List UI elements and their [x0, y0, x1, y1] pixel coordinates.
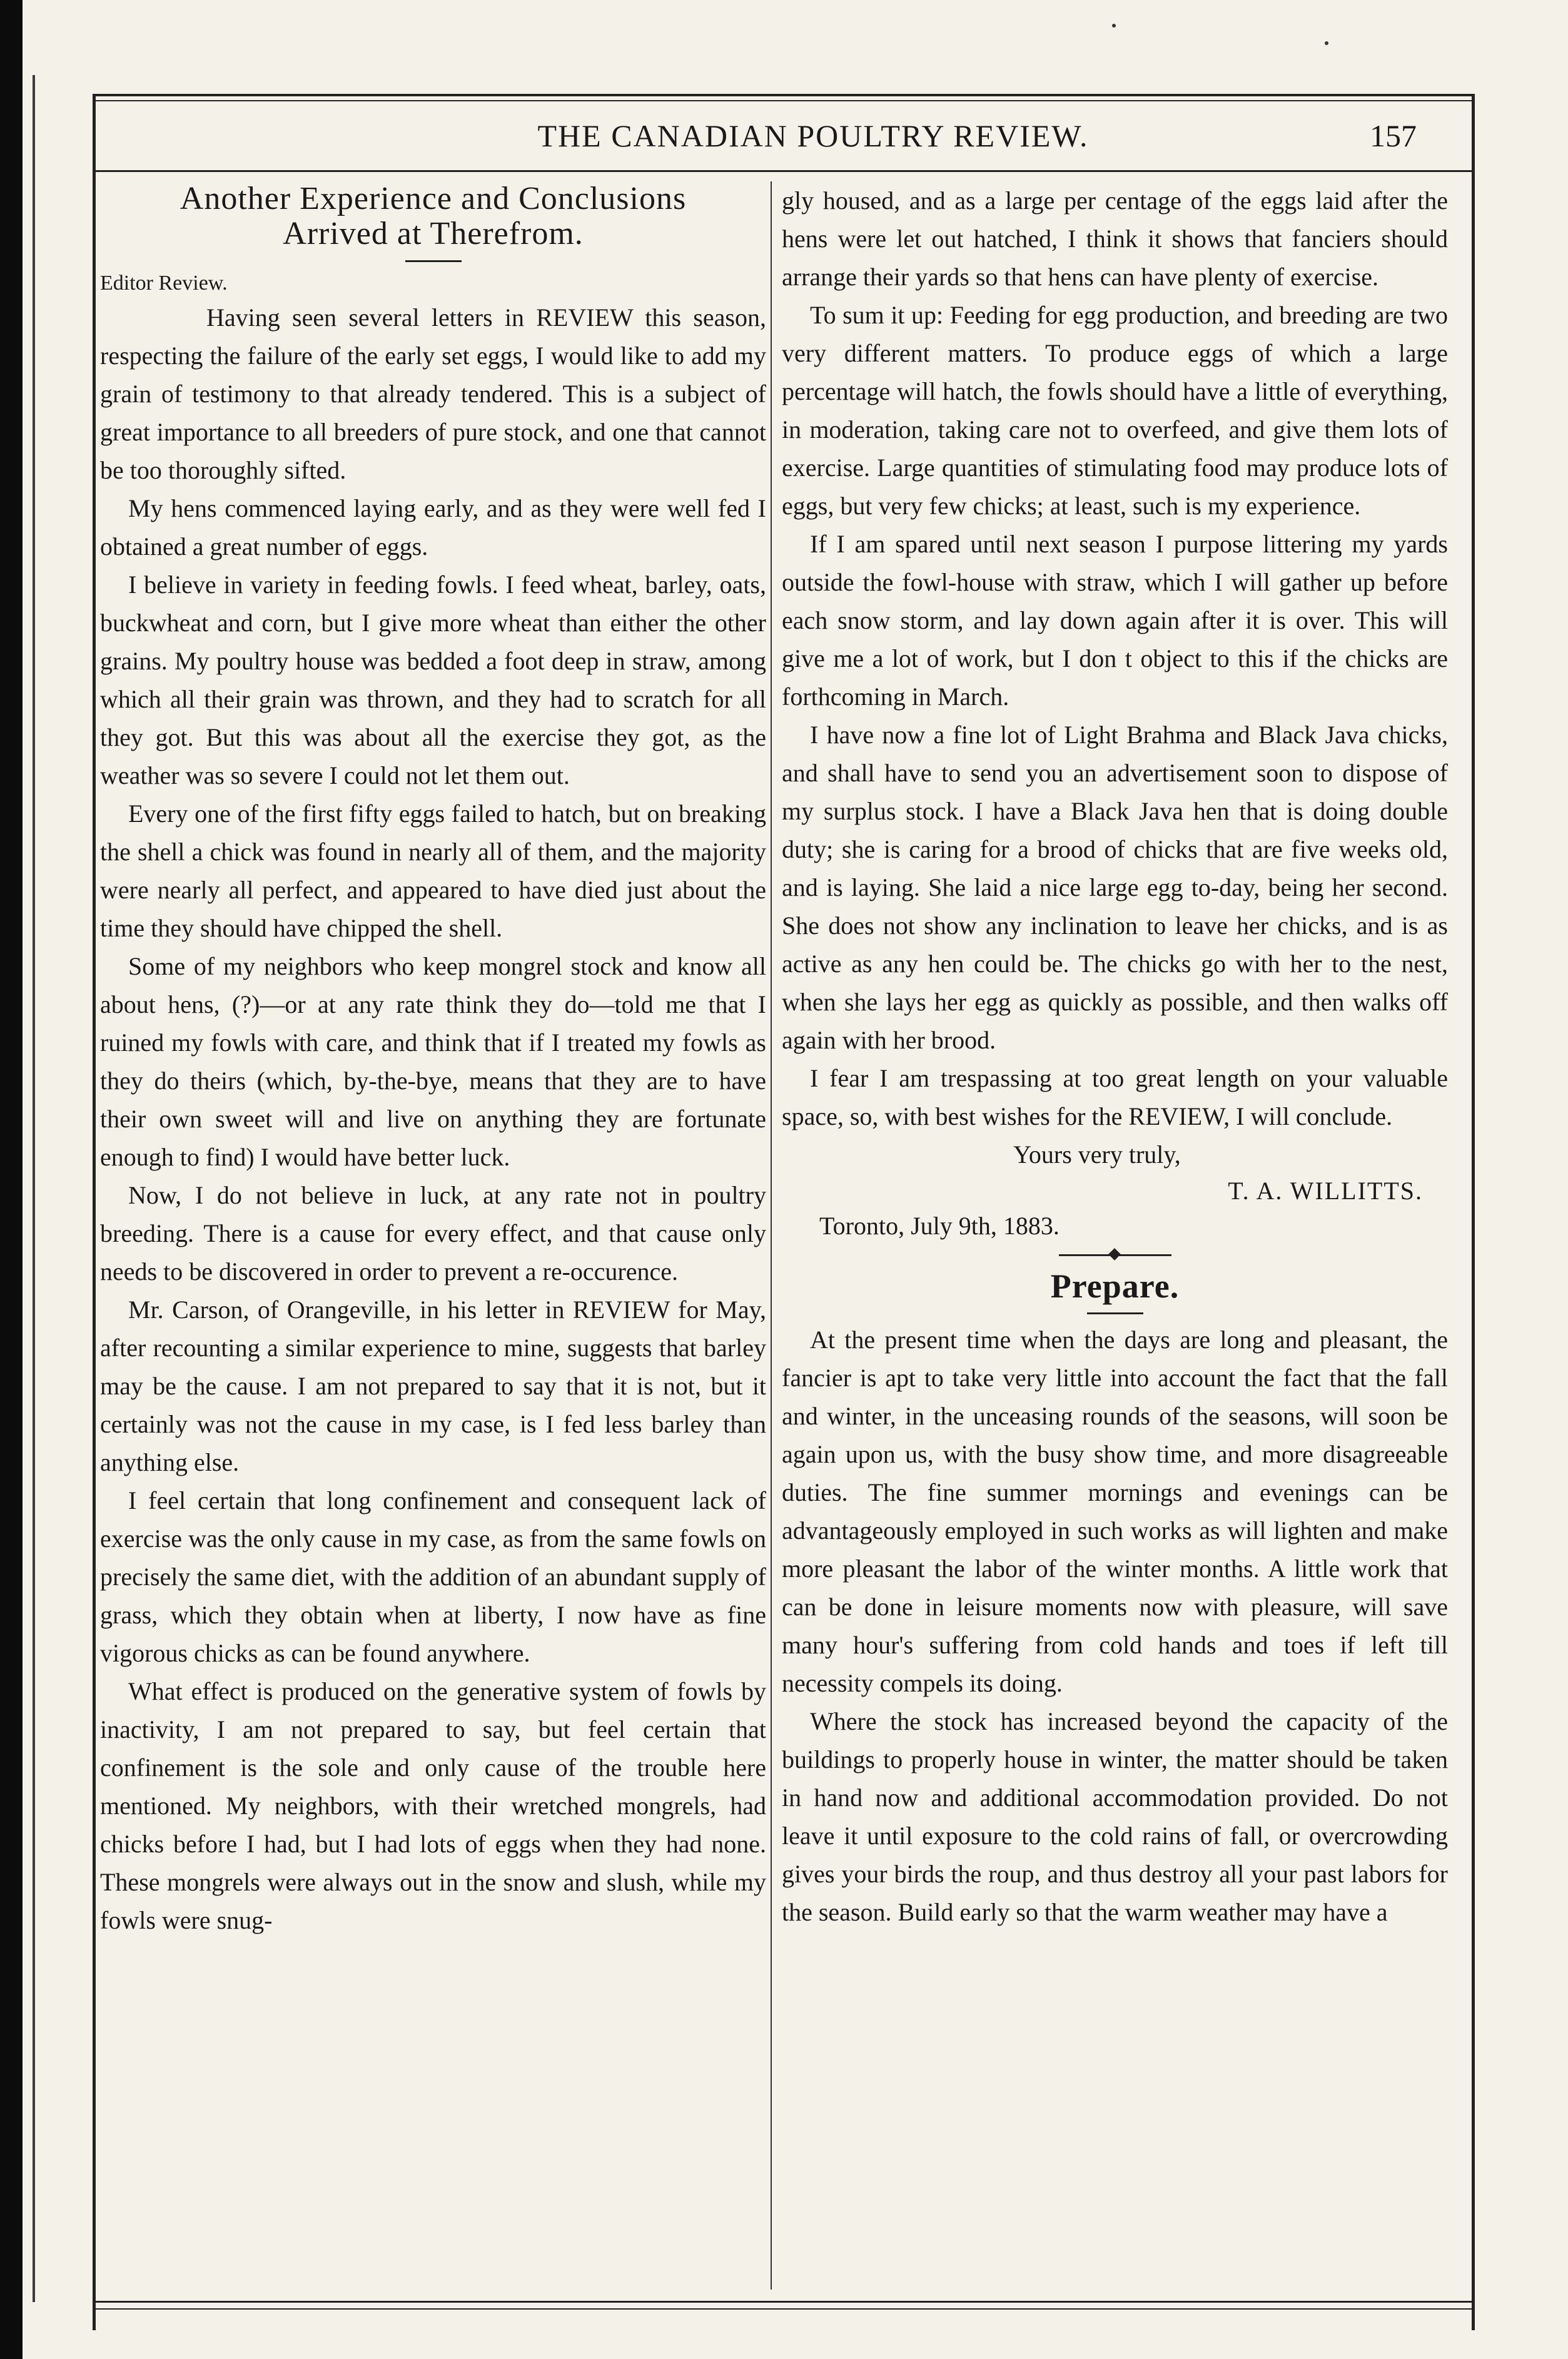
paragraph: Where the stock has increased beyond the capacity of the buildings to properly house in winter, the matter should be taken in hand now and additional accommodation provided. Do not leave it until exposure to the cold rains of fall, or overcrowding gives your birds the roup, and thus destroy all your past labors for the season. Build early so that the warm weather may have a	[782, 1707, 1448, 1926]
article-title-line1: Another Experience and Conclusions	[180, 181, 687, 216]
paragraph: My hens commenced laying early, and as they were well fed I obtained a great number of eggs.	[100, 494, 766, 561]
salutation: Editor Review.	[100, 271, 228, 295]
paragraph: What effect is produced on the generative system of fowls by inactivity, I am not prepared to say, but feel certain that confinement is the sole and only cause of the trouble here mentioned. My neighbors, with their wretched mongrels, had chicks before I had, but I had lots of eggs when they had none. These mongrels were always out in the snow and slush, while my fowls were snug-	[100, 1677, 766, 1934]
title-rule	[405, 260, 462, 262]
dateline: Toronto, July 9th, 1883.	[819, 1212, 1060, 1240]
bottom-rule	[93, 2301, 1475, 2303]
speck	[1325, 41, 1328, 45]
paragraph: To sum it up: Feeding for egg production, and breeding are two very different matters. To produce eggs of which a large percentage will hatch, the fowls should have a little of everything, in moderation, taking care not to overfeed, and give them lots of exercise. Large quantities of stimulating food may produce lots of eggs, but very few chicks; at least, such is my experience.	[782, 301, 1448, 520]
speck	[1112, 24, 1116, 28]
paragraph-continued: gly housed, and as a large per centage of the eggs laid after the hens were let out hatched, I think it shows that fanciers should arrange their yards so that hens can have plenty of exercise.	[782, 186, 1448, 291]
paragraph: I have now a fine lot of Light Brahma and Black Java chicks, and shall have to send you an advertisement soon to dispose of my surplus stock. I have a Black Java hen that is doing double duty; she is caring for a brood of chicks that are five weeks old, and is laying. She laid a nice large egg to-day, being her second. She does not show any inclination to leave her chicks, and is as active as any hen could be. The chicks go with her to the nest, when she lays her egg as quickly as possible, and then walks off again with her brood.	[782, 721, 1448, 1054]
paragraph: If I am spared until next season I purpose littering my yards outside the fowl-house with straw, which I will gather up before each snow storm, and lay down again after it is over. This will give me a lot of work, but I don t object to this if the chicks are forthcoming in March.	[782, 530, 1448, 711]
running-head: THE CANADIAN POULTRY REVIEW.	[537, 118, 1089, 153]
right-column	[782, 181, 1448, 1931]
paragraph: Mr. Carson, of Orangeville, in his letter in REVIEW for May, after recounting a similar experience to mine, suggests that barley may be the cause. I am not prepared to say that it is not, but it certainly was not the cause in my case, is I fed less barley than anything else.	[100, 1296, 766, 1476]
page-edge-line	[33, 75, 35, 2302]
paragraph: Now, I do not believe in luck, at any rate not in poultry breeding. There is a cause for every effect, and that cause only needs to be discovered in order to prevent a re-occurence.	[100, 1181, 766, 1286]
paragraph: I fear I am trespassing at too great length on your valuable space, so, with best wishes for the REVIEW, I will conclude.	[782, 1064, 1448, 1130]
top-rule-thin	[93, 100, 1475, 101]
section-divider	[1059, 1247, 1171, 1262]
bottom-rule-thin	[93, 2308, 1475, 2310]
top-rule	[93, 94, 1475, 96]
article-title	[100, 181, 766, 251]
signature: T. A. WILLITTS.	[1228, 1177, 1423, 1205]
column-divider	[771, 181, 772, 2290]
article-title-line2: Arrived at Therefrom.	[283, 216, 584, 251]
paragraph: I believe in variety in feeding fowls. I feed wheat, barley, oats, buckwheat and corn, but I give more wheat than either the other grains. My poultry house was bedded a foot deep in straw, among which all their grain was thrown, and they had to scratch for all they got. But this was about all the exercise they got, as the weather was so severe I could not let them out.	[100, 571, 766, 789]
paragraph: At the present time when the days are long and pleasant, the fancier is apt to take very little into account the fact that the fall and winter, in the unceasing rounds of the seasons, will soon be again upon us, with the busy show time, and more disagreeable duties. The fine summer mornings and evenings can be advantageously employed in such works as will lighten and make more pleasant the labor of the winter months. A little work that can be done in leisure moments now with pleasure, will save many hour's suffering from cold hands and toes if left till necessity compels its doing.	[782, 1326, 1448, 1697]
paragraph: I feel certain that long confinement and consequent lack of exercise was the only cause in my case, as from the same fowls on precisely the same diet, with the addition of an abundant supply of grass, which they obtain when at liberty, I now have as fine vigorous chicks as can be found anywhere.	[100, 1486, 766, 1667]
paragraph: Having seen several letters in REVIEW this season, respecting the failure of the early set eggs, I would like to add my grain of testimony to that already tendered. This is a subject of great importance to all breeders of pure stock, and one that cannot be too thoroughly sifted.	[100, 303, 766, 484]
paragraph: Some of my neighbors who keep mongrel stock and know all about hens, (?)—or at any rate think they do—told me that I ruined my fowls with care, and think that if I treated my fowls as they do theirs (which, by-the-bye, means that they are to have their own sweet will and live on anything they are fortunate enough to find) I would have better luck.	[100, 952, 766, 1171]
page-edge-shadow	[0, 0, 23, 2359]
closing: Yours very truly,	[1013, 1140, 1181, 1169]
paragraph: Every one of the first fifty eggs failed to hatch, but on breaking the shell a chick was found in nearly all of them, and the majority were nearly all perfect, and appeared to have died just about the time they should have chipped the shell.	[100, 799, 766, 942]
diamond-ornament-icon	[1108, 1248, 1121, 1261]
left-column	[100, 181, 766, 1939]
page-number: 157	[1370, 118, 1417, 153]
header-rule	[93, 170, 1475, 172]
article-title: Prepare.	[1050, 1267, 1180, 1305]
title-rule	[1087, 1312, 1143, 1314]
